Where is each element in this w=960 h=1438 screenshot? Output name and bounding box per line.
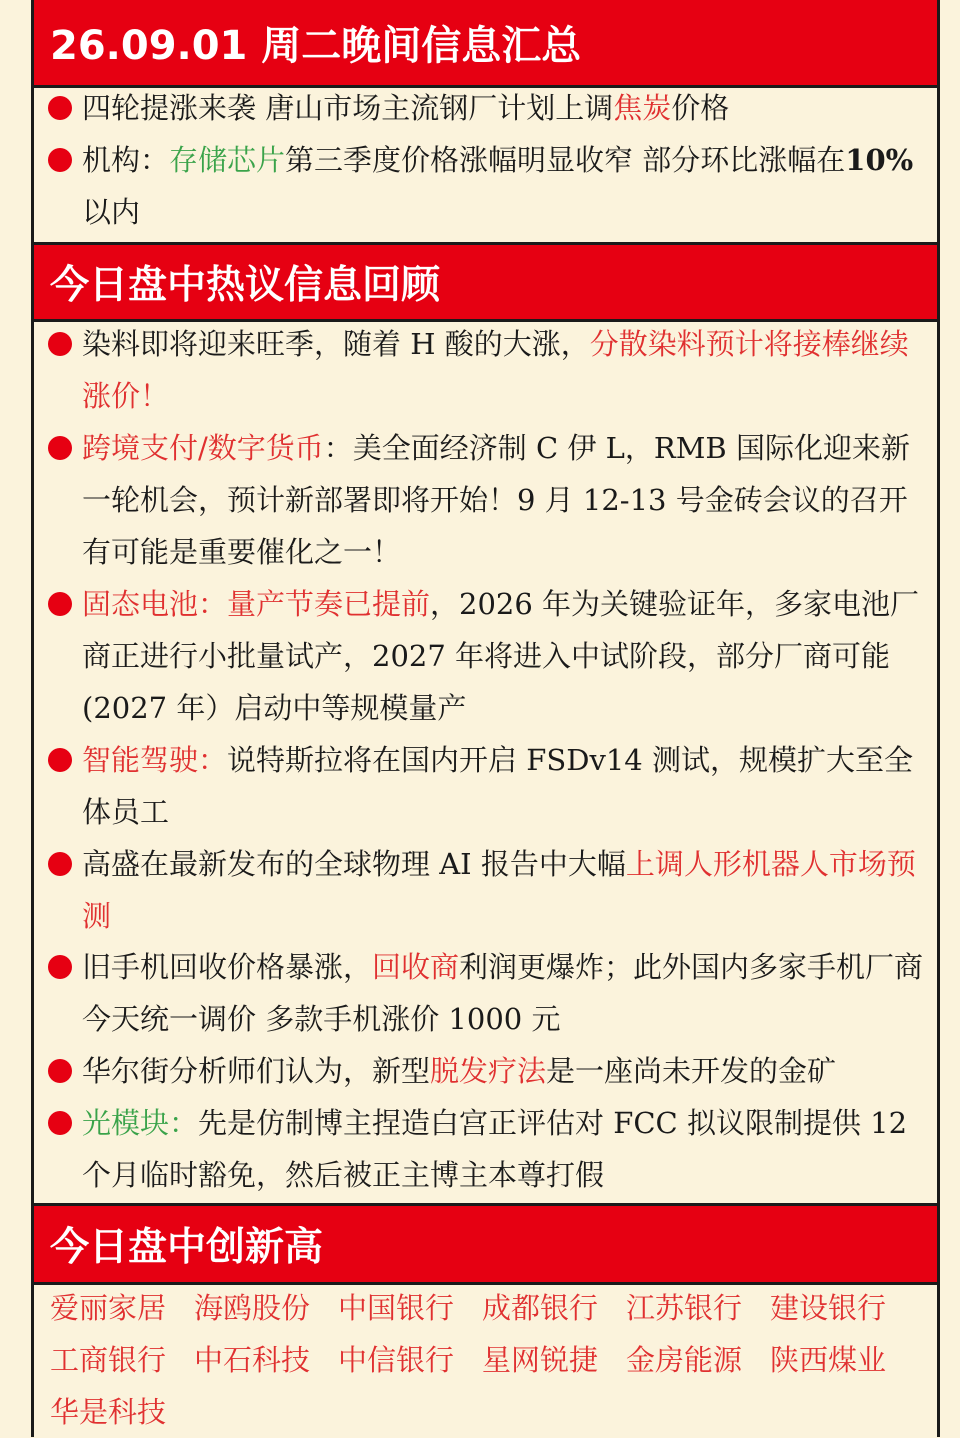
list-item bbox=[48, 838, 928, 942]
list-item bbox=[48, 134, 928, 238]
stock-name: 中信银行 bbox=[338, 1343, 455, 1377]
stock-name: 工商银行 bbox=[50, 1343, 167, 1377]
stock-name: 爱丽家居 bbox=[50, 1291, 167, 1325]
item-text: 机构： bbox=[82, 143, 170, 177]
stock-name: 金房能源 bbox=[626, 1343, 743, 1377]
stock-name: 星网锐捷 bbox=[482, 1343, 599, 1377]
section-title: 今日盘中创新高 bbox=[50, 1225, 324, 1270]
item-text: 利润更爆炸；此外国内多家手机厂商今天统一调价 多款手机涨价 1000 元 bbox=[82, 950, 924, 1036]
list-item bbox=[48, 318, 928, 422]
item-text: 分散染料预计将接棒继续涨价！ bbox=[82, 327, 909, 413]
item-text: ：美全面经济制 C 伊 L，RMB 国际化迎来新一轮机会，预计新部署即将开始！9 月 12-13 号金砖会议的召开有可能是重要催化之一！ bbox=[82, 431, 910, 569]
bullet-dot bbox=[48, 1111, 72, 1135]
bullet-dot bbox=[48, 436, 72, 460]
item-text: 回收商 bbox=[372, 950, 460, 984]
item-text: 先是仿制博主捏造白宫正评估对 FCC 拟议限制提供 12 个月临时豁免，然后被正主博主本尊打假 bbox=[82, 1106, 908, 1192]
stock-name: 建设银行 bbox=[770, 1291, 887, 1325]
stock-name: 中国银行 bbox=[338, 1291, 455, 1325]
list-item bbox=[48, 82, 928, 134]
list-item bbox=[48, 941, 928, 1045]
list-item bbox=[48, 734, 928, 838]
item-text: 是一座尚未开发的金矿 bbox=[546, 1054, 837, 1088]
section-header-new-highs bbox=[34, 1203, 937, 1285]
stock-name: 陕西煤业 bbox=[770, 1343, 887, 1377]
item-text: 脱发疗法 bbox=[430, 1054, 547, 1088]
item-text: 固态电池：量产节奏已提前 bbox=[82, 587, 431, 621]
bullet-dot bbox=[48, 1059, 72, 1083]
item-text: 四轮提涨来袭 唐山市场主流钢厂计划上调 bbox=[82, 91, 614, 125]
item-text: 说特斯拉将在国内开启 FSDv14 测试，规模扩大至全体员工 bbox=[82, 743, 913, 829]
section-title: 今日盘中热议信息回顾 bbox=[50, 263, 441, 308]
list-item bbox=[48, 578, 928, 734]
stock-name: 海鸥股份 bbox=[194, 1291, 311, 1325]
section-header-evening-summary bbox=[34, 0, 937, 88]
bullet-dot bbox=[48, 955, 72, 979]
item-text: 跨境支付/数字货币 bbox=[82, 431, 324, 465]
bullet-dot bbox=[48, 148, 72, 172]
item-text: 旧手机回收价格暴涨， bbox=[82, 950, 373, 984]
item-text: 上调人形机器人市场预测 bbox=[82, 847, 916, 933]
stock-name: 华是科技 bbox=[50, 1395, 167, 1429]
bullet-dot bbox=[48, 332, 72, 356]
bullet-dot bbox=[48, 592, 72, 616]
item-text: 智能驾驶： bbox=[82, 743, 228, 777]
section-header-hot-topics bbox=[34, 242, 937, 322]
item-text: 以内 bbox=[82, 195, 141, 229]
item-text: 10% bbox=[845, 143, 914, 177]
item-text: 价格 bbox=[671, 91, 730, 125]
stock-list bbox=[50, 1282, 930, 1438]
item-text: 存储芯片 bbox=[169, 143, 286, 177]
stock-name: 江苏银行 bbox=[626, 1291, 743, 1325]
item-text: 第三季度价格涨幅明显收窄 部分环比涨幅在 bbox=[285, 143, 846, 177]
item-text: 染料即将迎来旺季，随着 H 酸的大涨， bbox=[82, 327, 590, 361]
stock-name: 中石科技 bbox=[194, 1343, 311, 1377]
item-text: 高盛在最新发布的全球物理 AI 报告中大幅 bbox=[82, 847, 626, 881]
info-panel bbox=[31, 0, 940, 1437]
item-text: ，2026 年为关键验证年，多家电池厂商正进行小批量试产，2027 年将进入中试阶段，部分厂商可能(2027 年）启动中等规模量产 bbox=[82, 587, 920, 725]
item-text: 华尔街分析师们认为，新型 bbox=[82, 1054, 431, 1088]
item-text: 焦炭 bbox=[613, 91, 672, 125]
bullet-dot bbox=[48, 96, 72, 120]
bullet-dot bbox=[48, 852, 72, 876]
list-item bbox=[48, 1097, 928, 1201]
bullet-dot bbox=[48, 748, 72, 772]
item-text: 光模块： bbox=[82, 1106, 199, 1140]
stock-name: 成都银行 bbox=[482, 1291, 599, 1325]
list-item bbox=[48, 1045, 928, 1097]
list-item bbox=[48, 422, 928, 578]
section-title: 26.09.01 周二晚间信息汇总 bbox=[50, 23, 582, 69]
